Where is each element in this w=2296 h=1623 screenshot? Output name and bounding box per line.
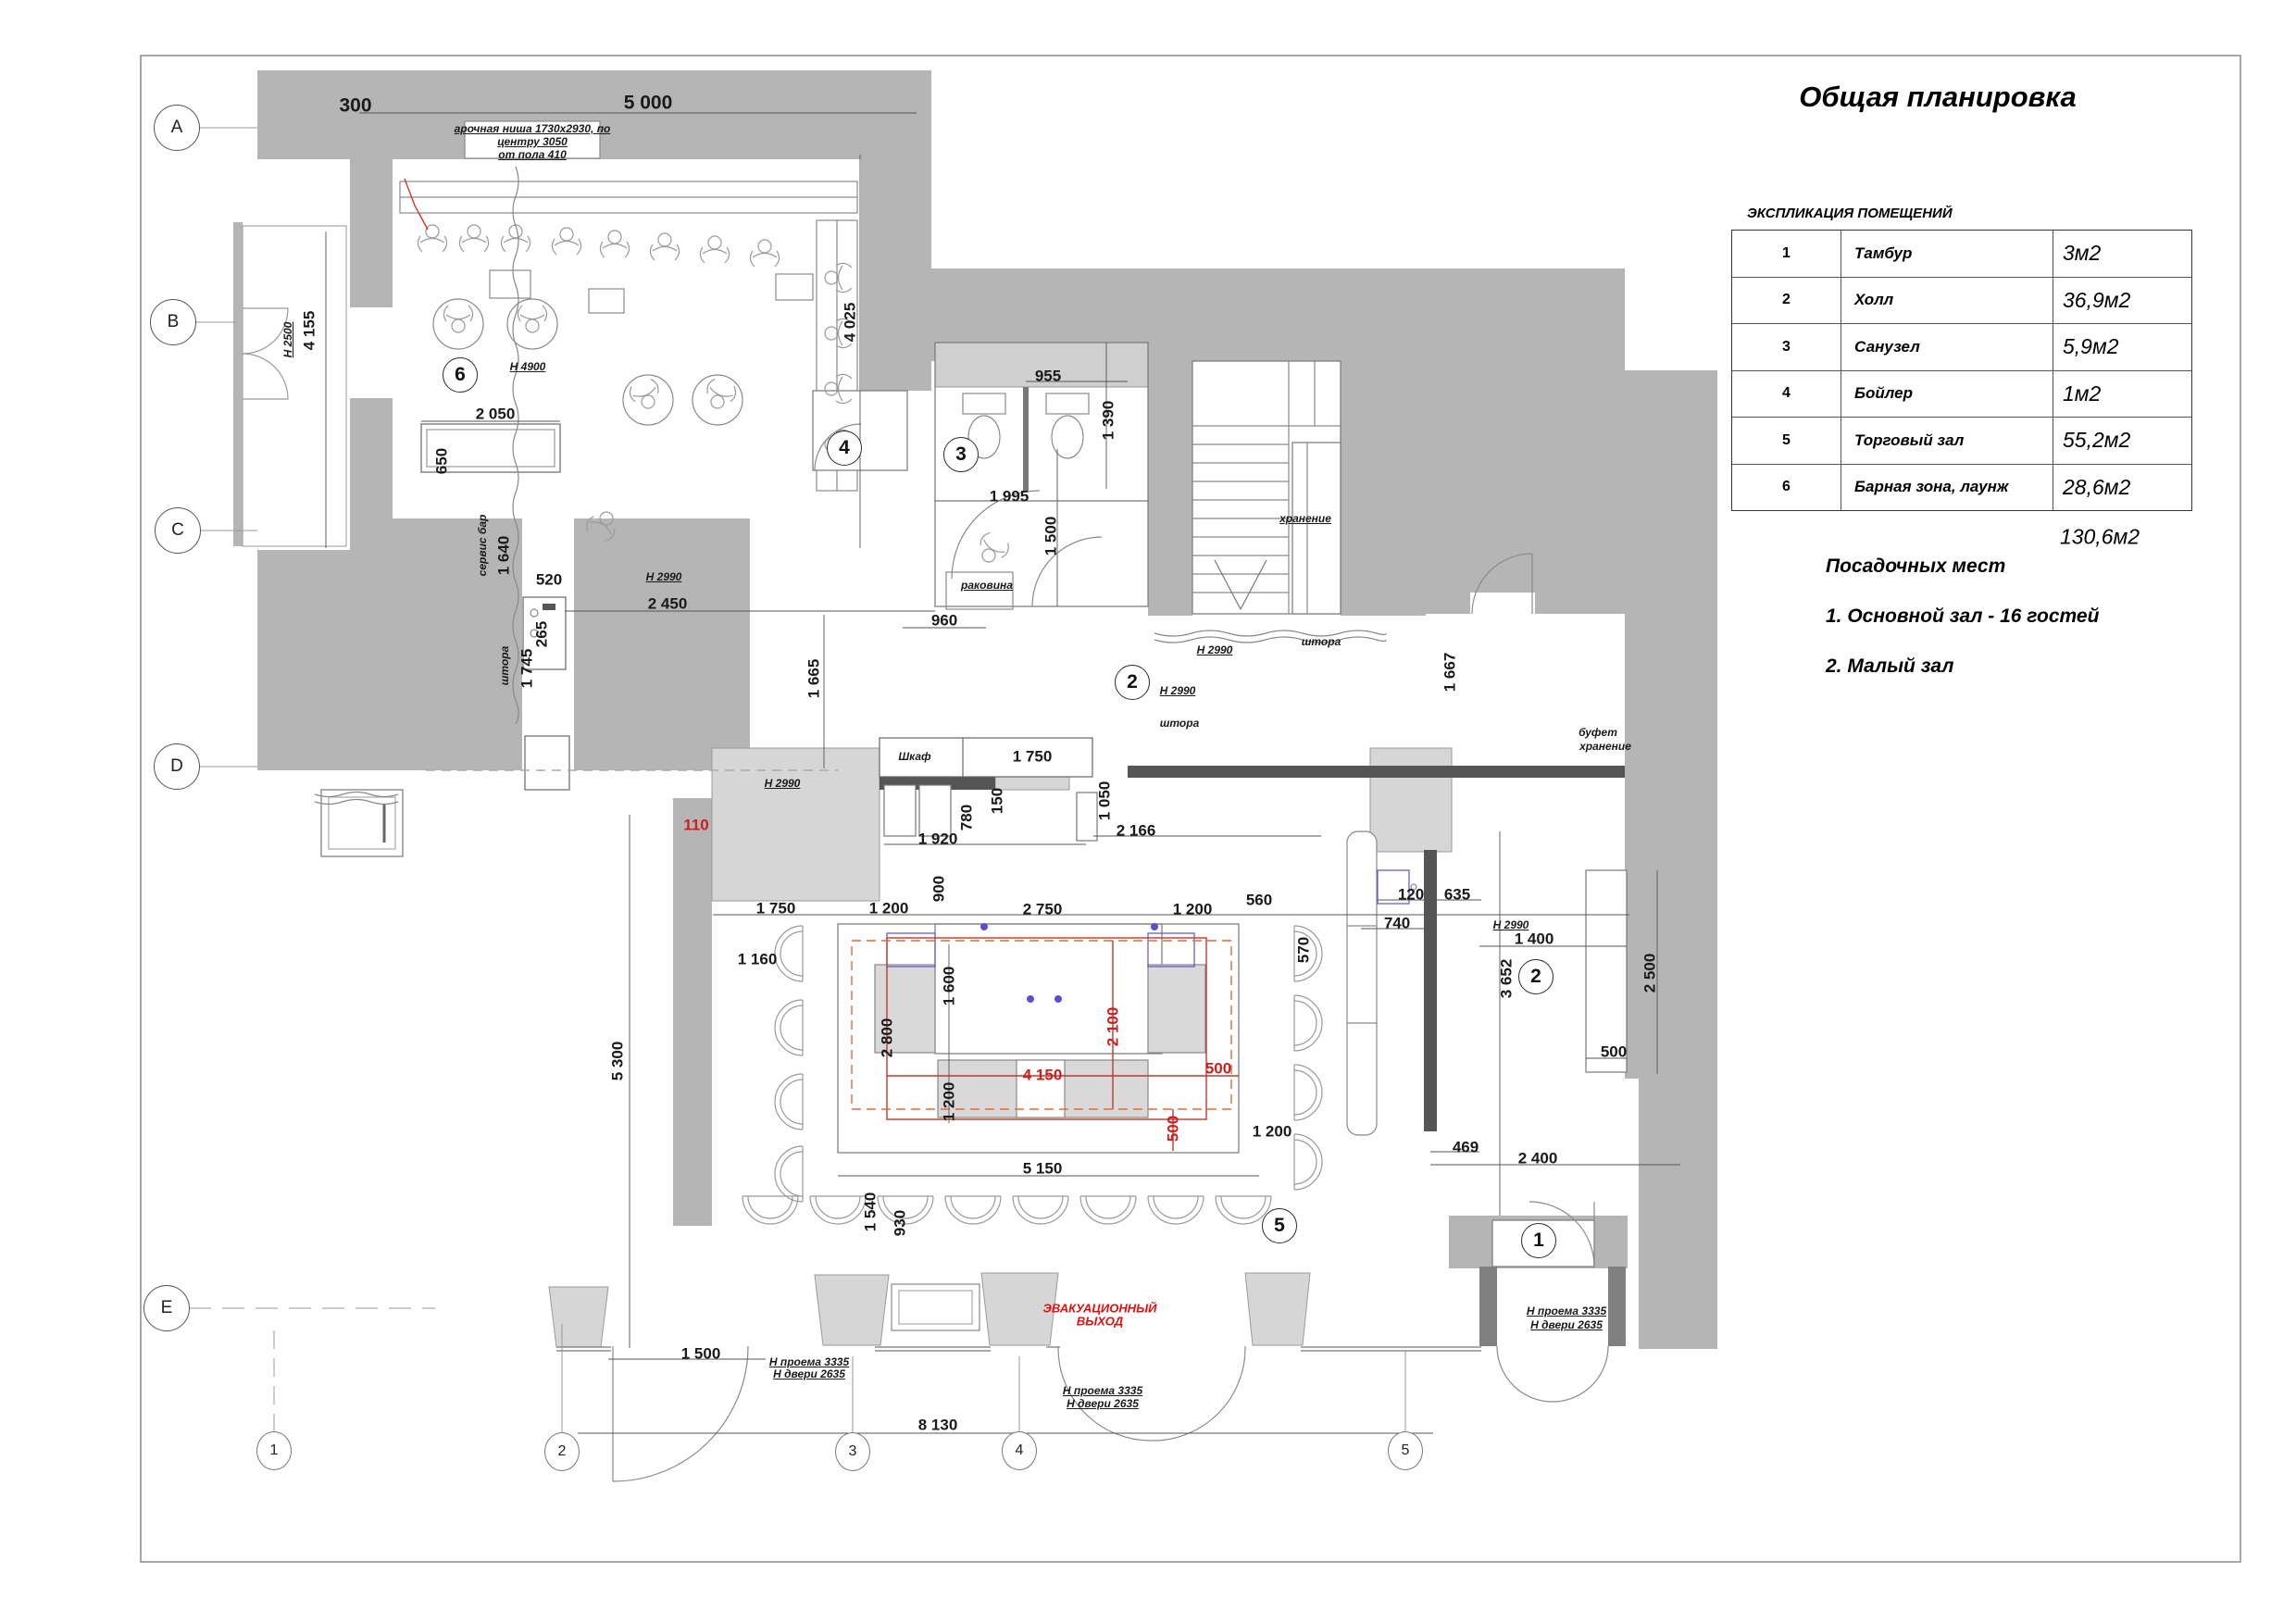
legend-row [1732,370,2191,418]
room-number-marker: 1 [1521,1223,1556,1258]
legend-room-name: Бойлер [1841,371,2053,418]
legend-room-area: 1м2 [2063,381,2102,406]
annotation-text: 4 150 [1022,1066,1063,1084]
annotation-text: H 2990 [1492,918,1529,931]
grid-number: 1 [256,1431,292,1470]
annotation-text: от пола 410 [498,148,567,161]
legend-room-area: 28,6м2 [2063,474,2131,499]
legend-room-number: 6 [1732,465,1841,511]
annotation-text: 4 025 [841,302,859,343]
annotation-text: 5 000 [623,92,673,114]
legend-room-area: 3м2 [2063,241,2102,266]
legend-room-number: 1 [1732,231,1841,277]
legend-room-number: 2 [1732,278,1841,324]
seating-notes [1826,556,2261,705]
annotation-text: 1 200 [868,899,909,918]
legend-room-number: 3 [1732,324,1841,370]
legend-room-area: 5,9м2 [2063,334,2119,359]
annotation-text: Н двери 2635 [773,1367,845,1380]
legend-room-number: 4 [1732,371,1841,418]
legend-room-area: 36,9м2 [2063,287,2131,312]
annotation-text: 300 [339,94,372,117]
annotation-text: 1 600 [940,966,958,1006]
room-number-marker: 4 [827,431,862,466]
annotation-text: 635 [1443,885,1471,904]
annotation-text: H 2500 [281,321,294,358]
grid-letter: B [150,299,196,345]
annotation-text: H 2990 [1196,643,1233,656]
annotation-text: 1 745 [518,648,536,689]
annotation-text: 650 [432,447,451,475]
annotation-text: 469 [1452,1138,1479,1156]
annotation-text: арочная ниша 1730х2930, по [454,122,611,135]
annotation-text: H 2990 [764,777,801,790]
annotation-text: 2 050 [475,405,516,423]
annotation-text: штора [498,645,511,686]
annotation-text: Н двери 2635 [1067,1397,1139,1410]
annotation-text: 1 995 [989,487,1029,506]
annotation-text: 2 800 [878,1017,896,1058]
annotation-text: ВЫХОД [1076,1314,1124,1329]
legend-room-name: Барная зона, лаунж [1841,465,2053,511]
annotation-text: 2 400 [1517,1149,1558,1167]
annotation-text: 3 652 [1497,958,1516,999]
annotation-text: H 4900 [509,360,546,373]
annotation-text: 1 160 [737,950,778,968]
annotation-text: H 2990 [1159,684,1196,697]
room-number-marker: 5 [1262,1208,1297,1243]
grid-letter: A [154,105,200,151]
annotation-text: 570 [1294,936,1313,964]
annotation-text: Н проема 3335 [768,1355,850,1368]
annotation-text: 120 [1397,885,1425,904]
legend-table [1731,230,2192,511]
legend-row [1732,464,2191,511]
annotation-text: 2 500 [1641,953,1659,993]
legend-row [1732,323,2191,370]
annotation-text: 1 200 [1172,900,1213,918]
annotation-text: 8 130 [917,1416,958,1434]
annotation-text: 1 750 [1012,747,1053,766]
legend-row [1732,417,2191,464]
annotation-text: 1 750 [755,899,796,918]
annotation-text: центру 3050 [497,135,568,148]
seating-notes-list [1826,606,2261,678]
annotation-text: 1 050 [1095,780,1114,821]
annotation-text: Н двери 2635 [1530,1318,1603,1331]
annotation-text: 560 [1245,891,1273,909]
legend-room-name: Холл [1841,278,2053,324]
grid-number: 4 [1002,1431,1037,1470]
legend-total-area: 130,6м2 [2059,524,2140,549]
annotation-text: 1 200 [940,1081,958,1122]
annotation-text: 2 750 [1022,900,1063,918]
walls-layer [233,70,1717,1349]
annotation-text: хранение [1279,512,1331,525]
annotation-text: 1 667 [1441,652,1459,693]
annotation-text: Н проема 3335 [1526,1305,1607,1317]
annotation-text: хранение [1579,740,1631,753]
grid-letter: C [155,507,201,554]
legend-room-number: 5 [1732,418,1841,464]
legend-room-name: Торговый зал [1841,418,2053,464]
annotation-text: штора [1301,635,1341,648]
annotation-text: 1 400 [1514,930,1554,948]
annotation-text: Н проема 3335 [1062,1384,1143,1397]
annotation-text: 2 166 [1116,821,1156,840]
room-number-marker: 3 [943,437,979,472]
legend-heading: ЭКСПЛИКАЦИЯ ПОМЕЩЕНИЙ [1747,206,1953,221]
annotation-text: 4 155 [300,310,318,351]
annotation-text: 5 300 [608,1041,627,1081]
legend-room-area: 55,2м2 [2063,428,2131,453]
annotation-text: 930 [891,1209,909,1237]
seating-note-item: 1. Основной зал - 16 гостей [1826,606,2100,627]
annotation-text: 1 500 [680,1344,721,1363]
annotation-text: 960 [930,611,958,630]
annotation-text: 265 [532,620,551,648]
annotation-text: 1 540 [861,1192,880,1232]
grid-number: 3 [835,1432,870,1471]
annotation-text: 2 100 [1104,1006,1122,1047]
annotation-text: 2 450 [647,594,688,613]
annotation-text: 740 [1383,914,1411,932]
annotation-text: 1 640 [494,535,513,576]
annotation-text: ЭВАКУАЦИОННЫЙ [1042,1301,1157,1316]
sheet-title: Общая планировка [1799,81,2077,113]
annotation-text: 500 [1204,1059,1232,1078]
annotation-text: 110 [683,816,709,834]
annotation-text: H 2990 [645,570,682,583]
annotation-text: 500 [1600,1042,1628,1061]
annotation-text: сервис бар [476,514,489,577]
annotation-text: 780 [957,804,976,831]
legend-room-name: Санузел [1841,324,2053,370]
annotation-text: раковина [961,579,1013,592]
annotation-text: 500 [1164,1115,1182,1142]
annotation-text: 1 200 [1252,1122,1292,1141]
annotation-text: Шкаф [898,750,931,763]
annotation-text: 520 [535,570,563,589]
annotation-text: 5 150 [1022,1159,1063,1178]
seating-note-item: 2. Малый зал [1826,655,1954,677]
legend-room-name: Тамбур [1841,231,2053,277]
annotation-text: 150 [988,787,1006,815]
annotation-text: 1 500 [1042,516,1060,556]
annotation-text: 955 [1034,367,1062,385]
seating-notes-heading: Посадочных мест [1826,556,2006,577]
annotation-text: 1 665 [805,658,823,699]
grid-number: 5 [1388,1431,1423,1470]
annotation-text: буфет [1578,726,1617,739]
legend-row [1732,231,2191,277]
annotation-text: 1 390 [1099,400,1117,441]
grid-number: 2 [544,1432,580,1471]
annotation-text: 900 [930,875,948,903]
annotation-text: штора [1159,717,1200,730]
grid-letter: D [154,743,200,790]
room-number-marker: 2 [1115,665,1150,700]
room-number-marker: 6 [443,357,478,393]
legend-row [1732,277,2191,324]
grid-letter: E [144,1285,190,1331]
room-number-marker: 2 [1518,959,1554,994]
annotation-text: 1 920 [917,830,958,848]
